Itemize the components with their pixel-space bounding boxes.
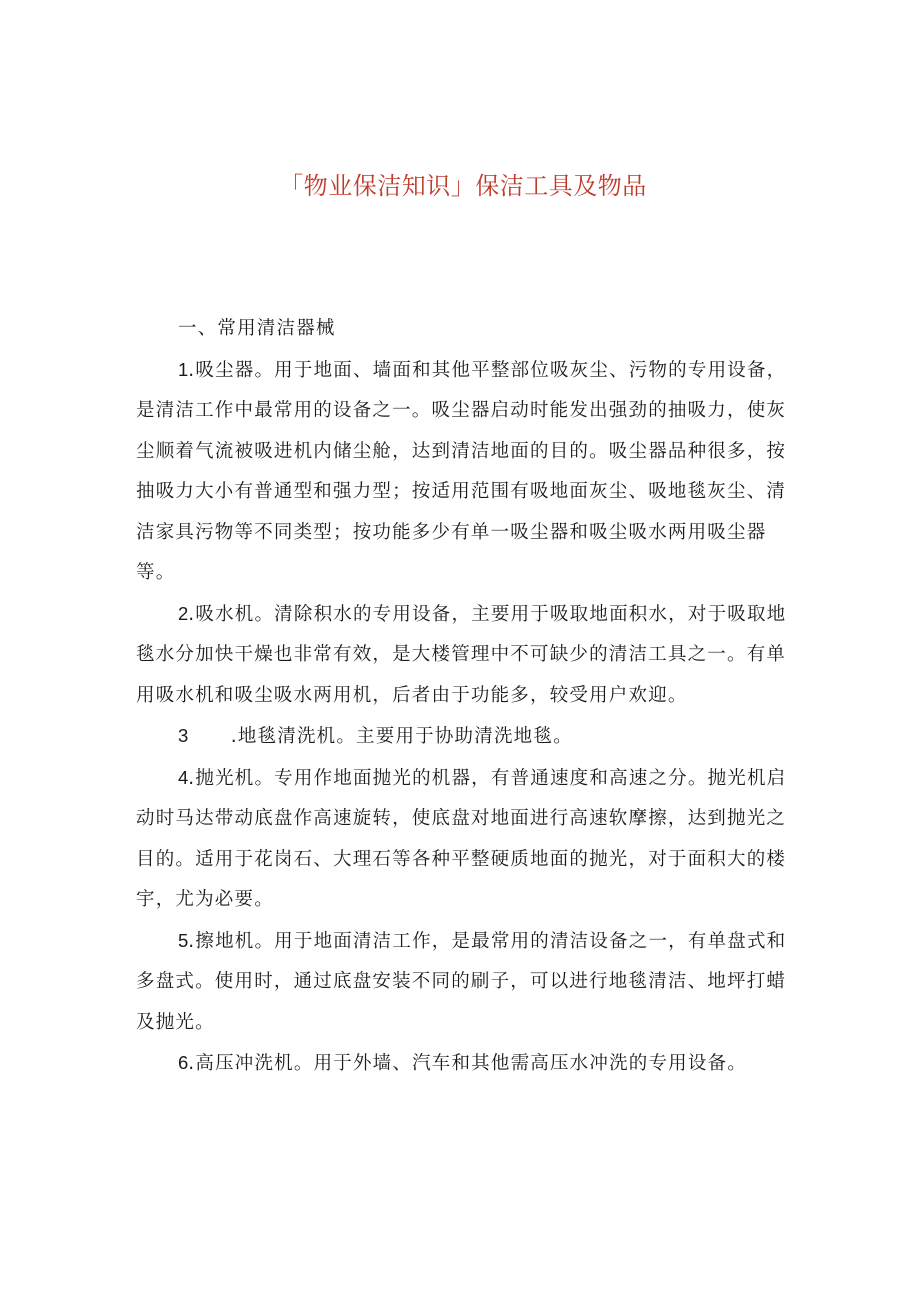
item-number: 6 — [178, 1052, 189, 1073]
item-text: .地毯清洗机。主要用于协助清洗地毯。 — [188, 726, 573, 747]
section-heading: 一、常用清洁器械 — [178, 318, 336, 339]
item-text: .抛光机。专用作地面抛光的机器，有普通速度和高速之分。抛光机启动时马达带动底盘作高速旋转，使底盘对地面进行高速软摩擦，达到抛光之目的。适用于花岗石、大理石等各种平整硬质地面的抛光，对于面积大的楼宇，尤为必要。 — [136, 767, 787, 910]
item-number: 3 — [178, 725, 189, 746]
item-text: .高压冲洗机。用于外墙、汽车和其他需高压水冲洗的专用设备。 — [188, 1053, 747, 1074]
list-item — [136, 716, 788, 758]
item-text: .吸水机。清除积水的专用设备，主要用于吸取地面积水，对于吸取地毯水分加快干燥也非常有效，是大楼管理中不可缺少的清洁工具之一。有单用吸水机和吸尘吸水两用机，后者由于功能多，较受用户欢迎。 — [136, 603, 787, 706]
list-item — [136, 594, 788, 717]
item-text: .擦地机。用于地面清洁工作，是最常用的清洁设备之一，有单盘式和多盘式。使用时，通过底盘安装不同的刷子，可以进行地毯清洁、地坪打蜡及抛光。 — [136, 930, 787, 1033]
list-item — [136, 921, 788, 1044]
list-item — [136, 1043, 788, 1085]
item-text: .吸尘器。用于地面、墙面和其他平整部位吸灰尘、污物的专用设备，是清洁工作中最常用的设备之一。吸尘器启动时能发出强劲的抽吸力，使灰尘顺着气流被吸进机内储尘舱，达到清洁地面的目的。吸尘器品种很多，按抽吸力大小有普通型和强力型；按适用范围有吸地面灰尘、吸地毯灰尘、清洁家具污物等不同类型；按功能多少有单一吸尘器和吸尘吸水两用吸尘器等。 — [136, 359, 787, 583]
document-title: 「物业保洁知识」保洁工具及物品 — [279, 172, 647, 200]
item-number: 5 — [178, 929, 189, 951]
item-number: 4 — [178, 766, 189, 788]
list-item — [136, 758, 788, 921]
document-body — [136, 309, 788, 1085]
item-number: 1 — [178, 358, 189, 380]
list-item — [136, 350, 788, 594]
item-number: 2 — [178, 602, 189, 624]
